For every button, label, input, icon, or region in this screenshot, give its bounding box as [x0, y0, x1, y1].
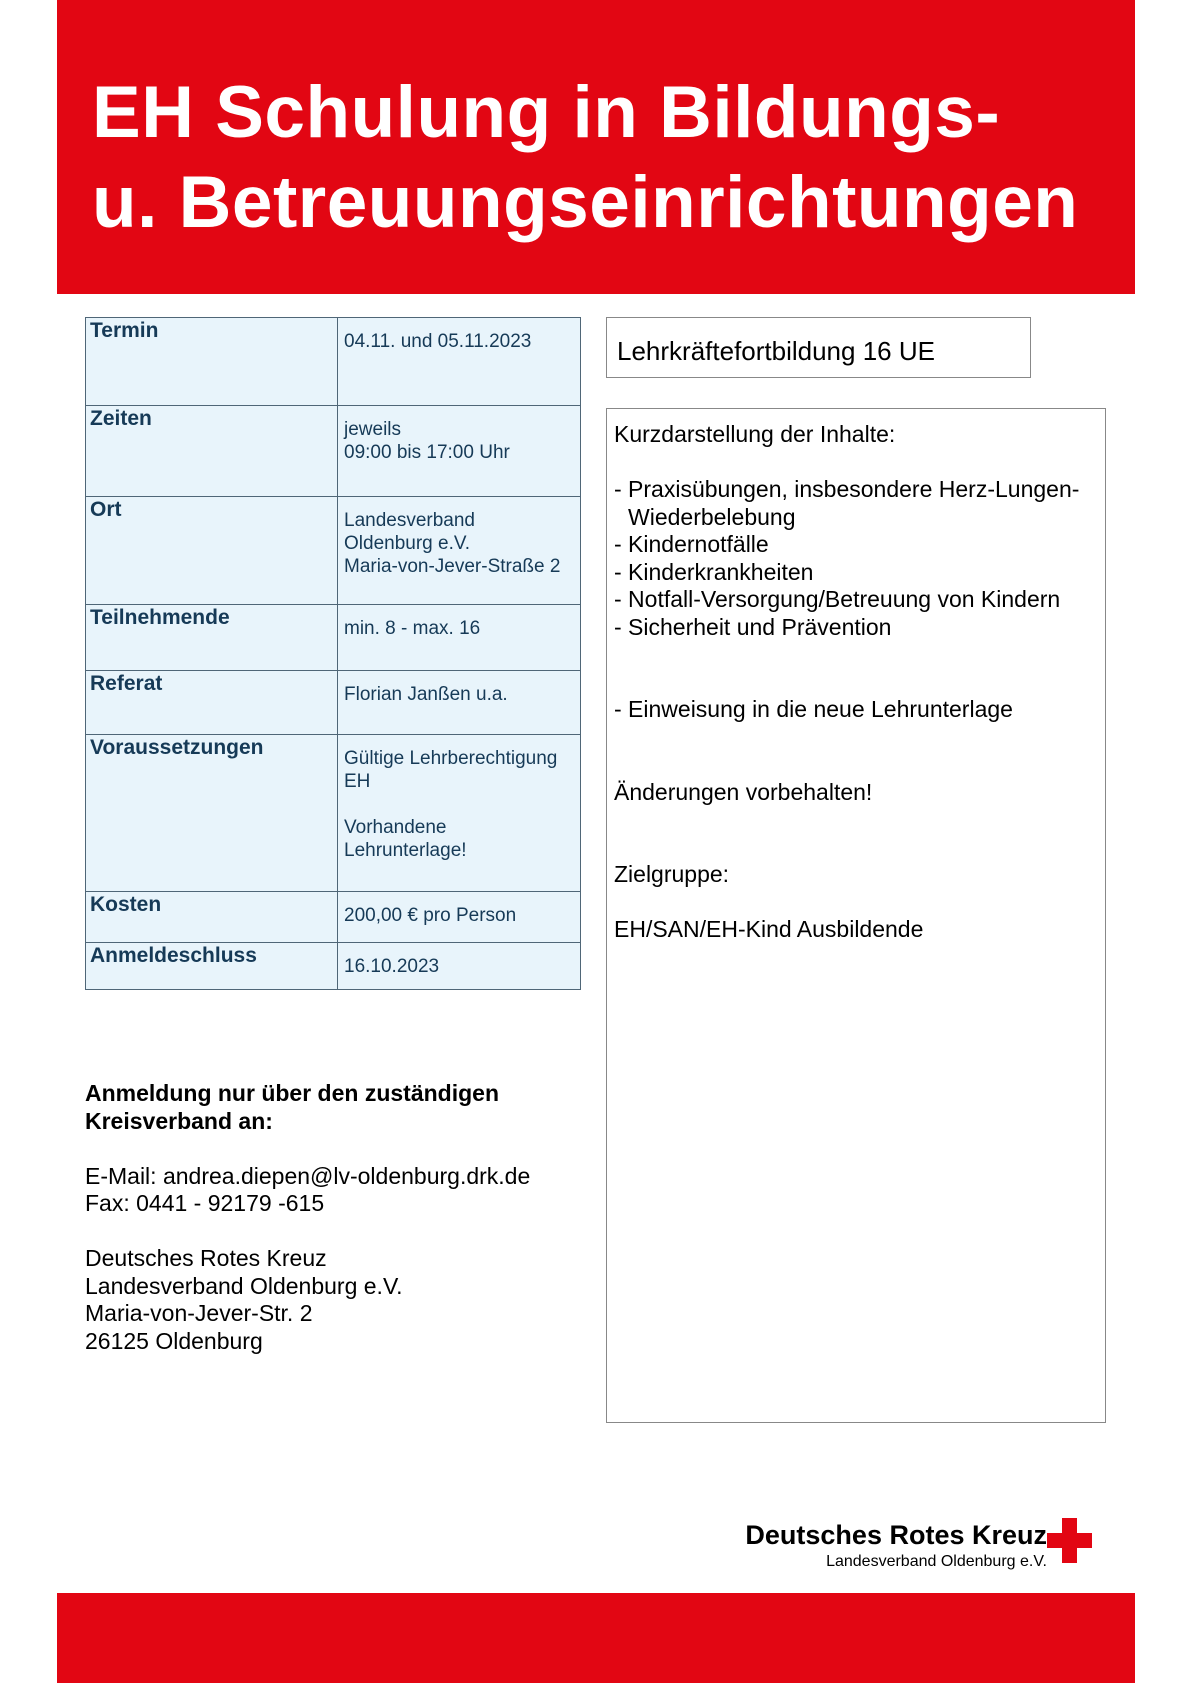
- info-label: Teilnehmende: [86, 605, 338, 671]
- course-info-table: [85, 317, 581, 990]
- content-list-item: - Sicherheit und Prävention: [614, 613, 892, 640]
- info-row: [86, 943, 581, 990]
- content-list-item: - Praxisübungen, insbesondere Herz-Lungen-Wiederbelebung: [614, 476, 1080, 530]
- content-list-item: - Kindernotfälle: [614, 531, 769, 557]
- info-value-line: 04.11. und 05.11.2023: [344, 331, 532, 352]
- registration-heading-line-1: Anmeldung nur über den zuständigen: [85, 1080, 499, 1106]
- info-row: [86, 406, 581, 497]
- title-line-1: EH Schulung in Bildungs-: [92, 72, 1001, 153]
- course-title-box: [606, 317, 1031, 378]
- content-list-item: - Kinderkrankheiten: [614, 558, 814, 585]
- info-value: [338, 892, 581, 943]
- info-value-line: 09:00 bis 17:00 Uhr: [344, 442, 510, 463]
- content-extra-item: - Einweisung in die neue Lehrunterlage: [614, 696, 1013, 722]
- info-value-line: Vorhandene: [344, 817, 447, 838]
- registration-heading-line-2: Kreisverband an:: [85, 1107, 273, 1134]
- logo-subtitle: Landesverband Oldenburg e.V.: [826, 1553, 1047, 1570]
- target-group-value: EH/SAN/EH-Kind Ausbildende: [614, 916, 924, 942]
- info-value-line: [344, 793, 574, 816]
- info-value-line: 200,00 € pro Person: [344, 905, 517, 926]
- title-line-2: u. Betreuungseinrichtungen: [92, 162, 1079, 243]
- registration-section: [85, 1080, 530, 1355]
- red-cross-icon: [1047, 1518, 1092, 1563]
- info-row: [86, 735, 581, 892]
- info-value: [338, 605, 581, 671]
- info-row: [86, 605, 581, 671]
- info-value-line: Maria-von-Jever-Straße 2: [344, 556, 561, 577]
- info-value-line: EH: [344, 771, 371, 792]
- info-value: [338, 318, 581, 406]
- info-value-line: min. 8 - max. 16: [344, 618, 481, 639]
- drk-logo: [714, 1518, 1092, 1576]
- footer-banner: [57, 1593, 1135, 1683]
- info-label: Voraussetzungen: [86, 735, 338, 892]
- logo-name: Deutsches Rotes Kreuz: [745, 1520, 1047, 1550]
- info-row: [86, 671, 581, 735]
- info-value-line: Oldenburg e.V.: [344, 533, 471, 554]
- address-line: Maria-von-Jever-Str. 2: [85, 1300, 313, 1326]
- target-group-label: Zielgruppe:: [614, 861, 730, 887]
- info-label: Ort: [86, 497, 338, 605]
- info-label: Kosten: [86, 892, 338, 943]
- info-label: Termin: [86, 318, 338, 406]
- info-value-line: Gültige Lehrberechtigung: [344, 748, 558, 769]
- info-label: Zeiten: [86, 406, 338, 497]
- registration-email: E-Mail: andrea.diepen@lv-oldenburg.drk.de: [85, 1162, 531, 1189]
- page-title: [92, 68, 1078, 248]
- address-line: Deutsches Rotes Kreuz: [85, 1245, 327, 1271]
- info-row: [86, 318, 581, 406]
- info-label: Referat: [86, 671, 338, 735]
- info-value: [338, 735, 581, 892]
- info-label: Anmeldeschluss: [86, 943, 338, 990]
- content-list-item: - Notfall-Versorgung/Betreuung von Kindern: [614, 586, 1061, 612]
- content-note: Änderungen vorbehalten!: [614, 778, 873, 805]
- info-value: [338, 943, 581, 990]
- info-value-line: Landesverband: [344, 510, 475, 531]
- info-row: [86, 497, 581, 605]
- info-row: [86, 892, 581, 943]
- registration-fax: Fax: 0441 - 92179 -615: [85, 1190, 325, 1216]
- info-value: [338, 406, 581, 497]
- info-value: [338, 497, 581, 605]
- address-line: 26125 Oldenburg: [85, 1327, 263, 1354]
- course-title: Lehrkräftefortbildung 16 UE: [617, 336, 935, 366]
- content-heading: Kurzdarstellung der Inhalte:: [614, 421, 896, 447]
- info-value-line: jeweils: [344, 419, 402, 440]
- address-line: Landesverband Oldenburg e.V.: [85, 1272, 403, 1299]
- content-summary-box: [606, 408, 1106, 1423]
- info-value-line: Florian Janßen u.a.: [344, 684, 508, 705]
- info-value-line: 16.10.2023: [344, 956, 440, 977]
- header-banner: [57, 0, 1135, 294]
- info-value-line: Lehrunterlage!: [344, 840, 467, 861]
- info-value: [338, 671, 581, 735]
